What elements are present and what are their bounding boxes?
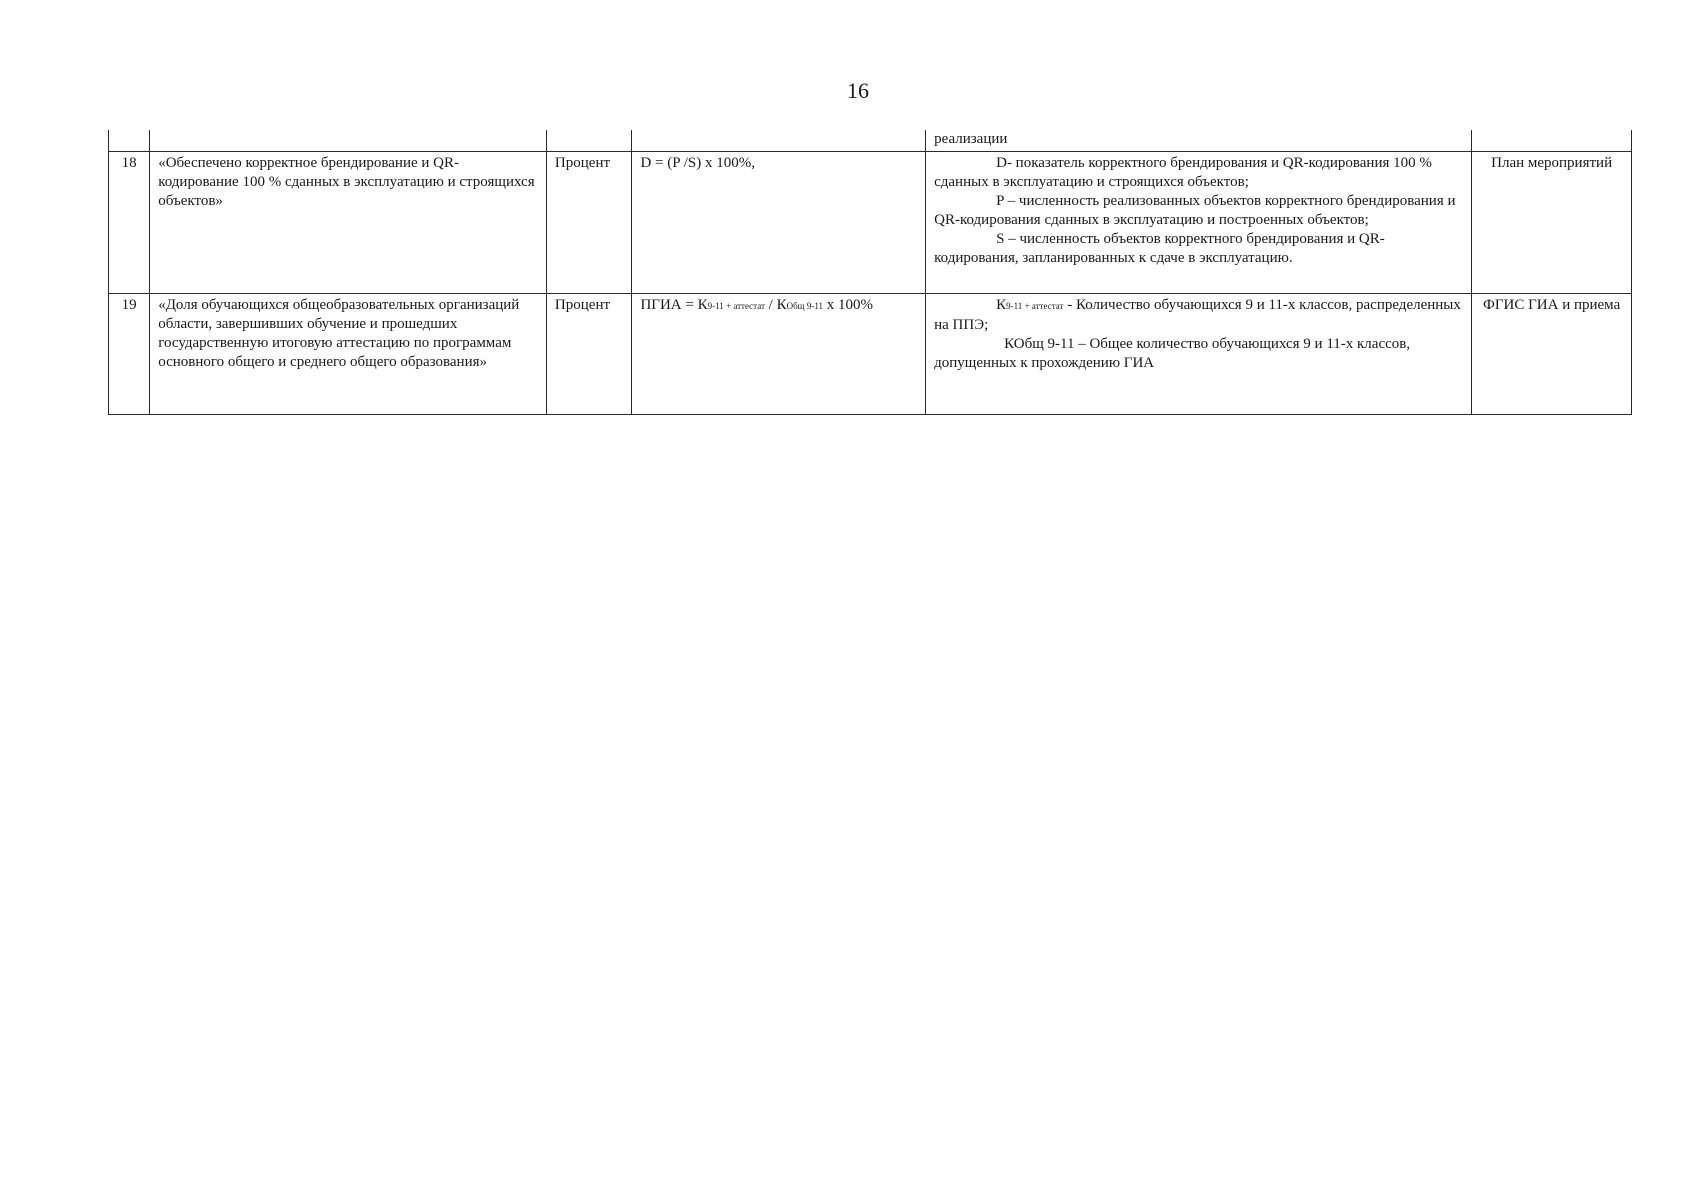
formula-subscript: 9-11 + аттестат <box>707 301 765 311</box>
description-line: P – численность реализованных объектов корректного брендирования и QR-кодирования сданных в эксплуатацию и построенных объектов; <box>934 193 1456 228</box>
description-line: S – численность объектов корректного брендирования и QR-кодирования, запланированных к сдаче в эксплуатацию. <box>934 231 1385 266</box>
formula-subscript: Общ 9-11 <box>786 301 824 311</box>
cell-num: 19 <box>109 294 150 415</box>
description-line: D- показатель корректного брендирования и QR-кодирования 100 % сданных в эксплуатацию и строящихся объектов; <box>934 155 1432 190</box>
cell-description <box>926 294 1472 415</box>
cell-num: 18 <box>109 152 150 294</box>
cell-source: ФГИС ГИА и приема <box>1472 294 1632 415</box>
description-prefix: К <box>996 297 1007 313</box>
cell-formula: D = (P /S) x 100%, <box>632 152 926 294</box>
indicator-name: «Обеспечено корректное брендирование и QR-кодирование 100 % сданных в эксплуатацию и строящихся объектов» <box>158 155 535 209</box>
cell-formula <box>632 130 926 152</box>
formula-prefix: ПГИА = К <box>640 297 708 313</box>
cell-name <box>150 130 547 152</box>
cell-num <box>109 130 150 152</box>
cell-unit <box>546 130 632 152</box>
cell-source: План мероприятий <box>1472 152 1632 294</box>
cell-name <box>150 294 547 415</box>
cell-formula <box>632 294 926 415</box>
indicator-name: «Доля обучающихся общеобразовательных организаций области, завершивших обучение и прошедших государственную итоговую аттестацию по программам основного общего и среднего общего образования» <box>158 297 520 370</box>
table-row <box>109 294 1632 415</box>
formula-suffix: x 100% <box>823 297 874 313</box>
description-continuation: реализации <box>934 131 1008 147</box>
description-line: КОбщ 9-11 – Общее количество обучающихся 9 и 11-х классов, допущенных к прохождению ГИА <box>934 336 1411 371</box>
cell-source <box>1472 130 1632 152</box>
description-subscript: 9-11 + аттестат <box>1006 301 1064 311</box>
description-line <box>934 296 1463 335</box>
cell-unit: Процент <box>546 294 632 415</box>
table-row <box>109 152 1632 294</box>
cell-description <box>926 152 1472 294</box>
description-text: - Количество обучающихся 9 и 11-х классов, распределенных на ППЭ; <box>934 297 1461 333</box>
cell-name <box>150 152 547 294</box>
page-number: 16 <box>847 78 869 103</box>
cell-unit: Процент <box>546 152 632 294</box>
cell-description <box>926 130 1472 152</box>
indicators-table <box>108 130 1632 415</box>
table-row-continuation <box>109 130 1632 152</box>
formula-middle: / К <box>764 297 787 313</box>
